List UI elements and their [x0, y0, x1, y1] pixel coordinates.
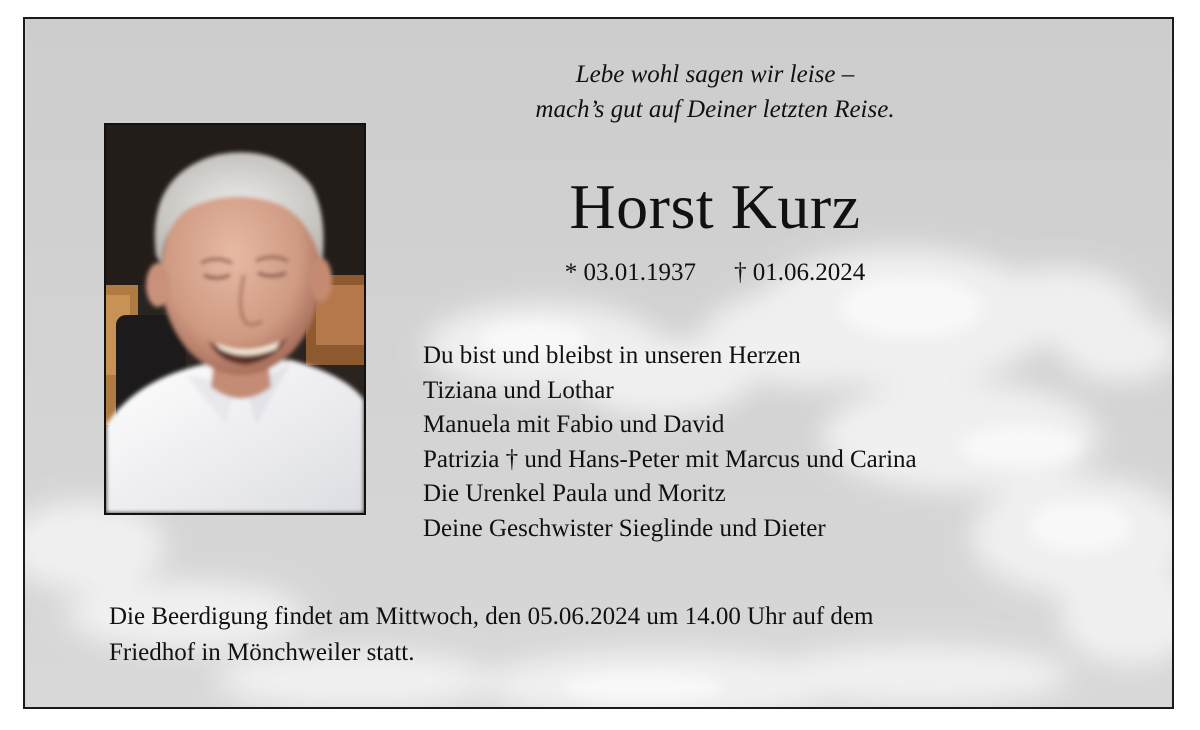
- mourners-list: [423, 339, 917, 546]
- death-date: † 01.06.2024: [734, 259, 866, 286]
- funeral-notice-line-2: Friedhof in Mönchweiler statt.: [109, 639, 415, 666]
- mourner-line: Deine Geschwister Sieglinde und Dieter: [423, 514, 826, 542]
- mourner-line: Die Urenkel Paula und Moritz: [423, 480, 726, 507]
- epigraph-line-1: Lebe wohl sagen wir leise –: [575, 61, 855, 88]
- funeral-notice: [109, 599, 1109, 671]
- funeral-notice-line-1: Die Beerdigung findet am Mittwoch, den 05.06.2024 um 14.00 Uhr auf dem: [109, 603, 874, 630]
- mourner-line: Du bist und bleibst in unseren Herzen: [423, 342, 801, 369]
- birth-date: * 03.01.1937: [564, 259, 696, 286]
- deceased-name: Horst Kurz: [569, 171, 861, 242]
- obituary-card: [23, 17, 1174, 709]
- epigraph: [405, 57, 1025, 127]
- mourner-line: Tiziana und Lothar: [423, 376, 614, 404]
- mourner-line: Patrizia † und Hans-Peter mit Marcus und Carina: [423, 445, 917, 473]
- epigraph-line-2: mach’s gut auf Deiner letzten Reise.: [535, 96, 895, 123]
- mourner-line: Manuela mit Fabio und David: [423, 411, 725, 438]
- portrait-photo: [104, 123, 366, 515]
- life-dates: [405, 257, 1025, 289]
